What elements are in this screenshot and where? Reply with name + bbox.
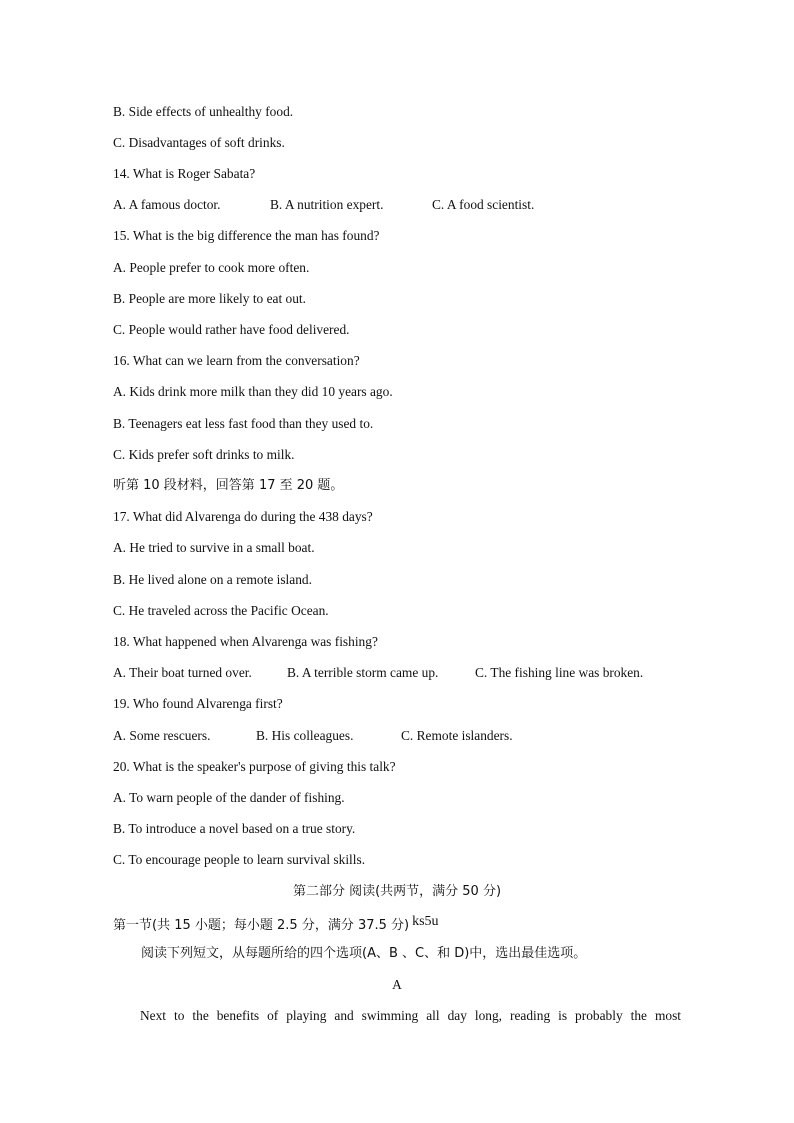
q14-options (113, 197, 534, 213)
q16-option-b: B. Teenagers eat less fast food than they used to. (113, 416, 374, 431)
q20-option-a: A. To warn people of the dander of fishing. (113, 790, 345, 805)
q19-option-b: B. His colleagues. (256, 728, 354, 743)
passage-first-line: Next to the benefits of playing and swimming all day long, reading is probably the most (140, 1008, 681, 1023)
section1-text: 第一节(共 15 小题；每小题 2.5 分，满分 37.5 分) (113, 918, 410, 933)
ks5u-watermark: ks5u (412, 914, 439, 929)
q15-option-c: C. People would rather have food delivered. (113, 322, 350, 337)
q15-question: 15. What is the big difference the man has found? (113, 228, 380, 243)
q14-option-b: B. A nutrition expert. (270, 197, 384, 212)
q16-option-c: C. Kids prefer soft drinks to milk. (113, 447, 295, 462)
q14-option-c: C. A food scientist. (432, 197, 535, 212)
q19-question: 19. Who found Alvarenga first? (113, 696, 283, 711)
q18-option-a: A. Their boat turned over. (113, 665, 252, 680)
q15-option-b: B. People are more likely to eat out. (113, 291, 306, 306)
section10-instruction: 听第 10 段材料，回答第 17 至 20 题。 (113, 478, 344, 493)
reading-instruction: 阅读下列短文，从每题所给的四个选项(A、B 、C、和 D)中，选出最佳选项。 (141, 946, 587, 961)
q19-option-c: C. Remote islanders. (401, 728, 513, 743)
q19-options (113, 728, 513, 744)
q20-question: 20. What is the speaker's purpose of giving this talk? (113, 759, 396, 774)
q17-option-c: C. He traveled across the Pacific Ocean. (113, 603, 329, 618)
q15-option-a: A. People prefer to cook more often. (113, 260, 310, 275)
q17-question: 17. What did Alvarenga do during the 438 days? (113, 509, 373, 524)
q14-question: 14. What is Roger Sabata? (113, 166, 256, 181)
q17-option-b: B. He lived alone on a remote island. (113, 572, 312, 587)
q13-option-b: B. Side effects of unhealthy food. (113, 104, 294, 119)
q14-option-a: A. A famous doctor. (113, 197, 221, 212)
q18-option-c: C. The fishing line was broken. (475, 665, 644, 680)
q16-option-a: A. Kids drink more milk than they did 10 years ago. (113, 384, 393, 399)
q13-option-c: C. Disadvantages of soft drinks. (113, 135, 285, 150)
passage-label: A (392, 977, 402, 992)
q18-option-b: B. A terrible storm came up. (287, 665, 439, 680)
q17-option-a: A. He tried to survive in a small boat. (113, 540, 315, 555)
q20-option-c: C. To encourage people to learn survival skills. (113, 852, 366, 867)
part2-heading: 第二部分 阅读(共两节，满分 50 分) (292, 884, 502, 899)
q20-option-b: B. To introduce a novel based on a true story. (113, 821, 356, 836)
q19-option-a: A. Some rescuers. (113, 728, 211, 743)
q18-options (113, 665, 643, 681)
q18-question: 18. What happened when Alvarenga was fishing? (113, 634, 378, 649)
q16-question: 16. What can we learn from the conversation? (113, 353, 360, 368)
part2-section1-title (113, 914, 439, 934)
